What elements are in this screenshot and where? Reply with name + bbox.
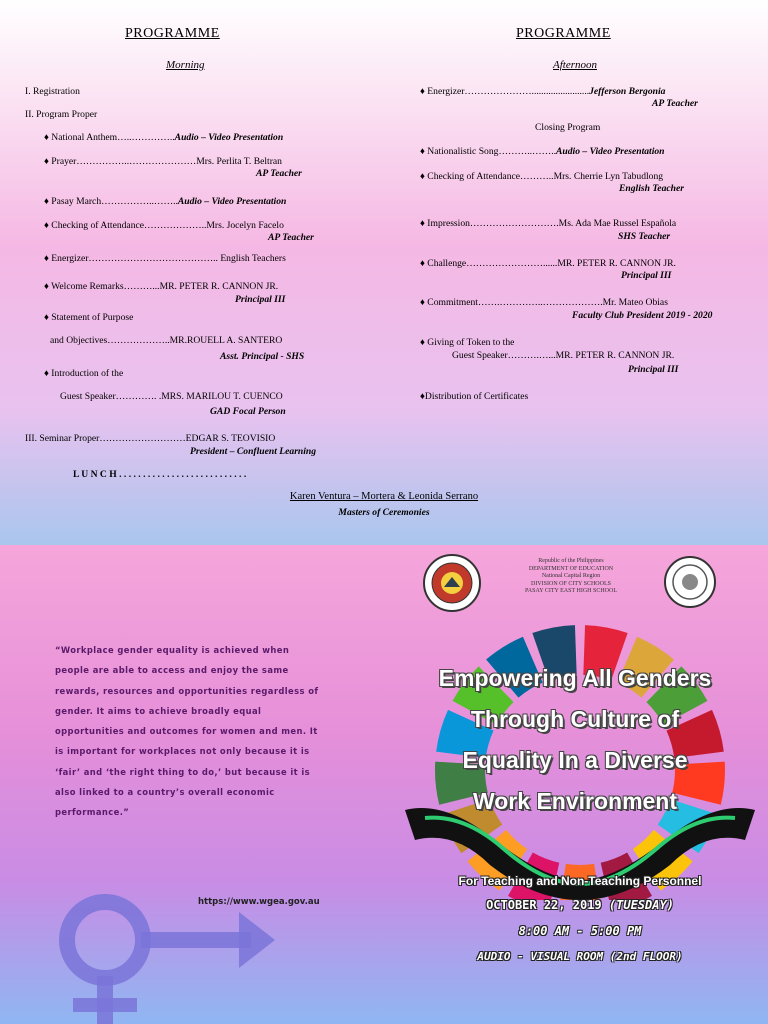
closing-program-label: Closing Program bbox=[535, 122, 601, 133]
program-line: ♦ Pasay March……………..……..Audio – Video Presentation bbox=[44, 196, 287, 207]
role-label: Faculty Club President 2019 - 2020 bbox=[572, 310, 713, 321]
program-line: ♦ Checking of Attendance………..Mrs. Cherrie Lyn Tabudlong bbox=[420, 171, 664, 182]
program-line: ♦ Nationalistic Song………..……..Audio – Video Presentation bbox=[420, 146, 665, 157]
role-label: AP Teacher bbox=[256, 168, 302, 179]
role-label: SHS Teacher bbox=[618, 231, 671, 242]
afternoon-heading: PROGRAMME bbox=[516, 26, 611, 41]
event-venue: AUDIO - VISUAL ROOM (2nd FLOOR) bbox=[477, 950, 683, 963]
program-line: ♦ Statement of Purpose bbox=[44, 312, 134, 323]
program-line: ♦ Giving of Token to the bbox=[420, 337, 515, 348]
program-line: ♦ Impression……………………….Ms. Ada Mae Russel Española bbox=[420, 218, 677, 229]
quote-source: https://www.wgea.gov.au bbox=[198, 897, 320, 907]
role-label: AP Teacher bbox=[652, 98, 698, 109]
role-label: Principal III bbox=[235, 294, 286, 305]
program-line: ♦ Challenge……………………......MR. PETER R. CANNON JR. bbox=[420, 258, 676, 269]
program-line: I. Registration bbox=[25, 86, 80, 97]
emcees-role: Masters of Ceremonies bbox=[338, 507, 430, 518]
role-label: Asst. Principal - SHS bbox=[220, 351, 305, 362]
role-label: AP Teacher bbox=[268, 232, 314, 243]
role-label: English Teacher bbox=[619, 183, 684, 194]
program-line: ♦Distribution of Certificates bbox=[420, 391, 529, 402]
gender-symbol-icon bbox=[25, 880, 285, 1024]
program-line: ♦ Welcome Remarks………...MR. PETER R. CANNON JR. bbox=[44, 281, 279, 292]
program-line: Guest Speaker…………. .MRS. MARILOU T. CUENCO bbox=[60, 391, 283, 402]
program-line: and Objectives………………..MR.ROUELL A. SANTERO bbox=[50, 335, 283, 346]
program-line: II. Program Proper bbox=[25, 109, 98, 120]
morning-heading: PROGRAMME bbox=[125, 26, 220, 41]
role-label: GAD Focal Person bbox=[210, 406, 286, 417]
school-seal-icon bbox=[663, 553, 717, 611]
role-label: President – Confluent Learning bbox=[190, 446, 317, 457]
lunch-line: L U N C H . . . . . . . . . . . . . . . . . . . . . . . . . . . bbox=[73, 469, 247, 480]
program-line: ♦ Commitment…….…………..……………….Mr. Mateo Obias bbox=[420, 297, 668, 308]
event-date: OCTOBER 22, 2019 (TUESDAY) bbox=[486, 898, 674, 912]
program-line: ♦ Prayer……………..…………………Mrs. Perlita T. Beltran bbox=[44, 156, 282, 167]
program-line: ♦ Introduction of the bbox=[44, 368, 124, 379]
emcees-names: Karen Ventura – Mortera & Leonida Serrano bbox=[289, 491, 479, 502]
program-line: III. Seminar Proper………………………EDGAR S. TEOVISIO bbox=[25, 433, 276, 444]
role-label: Principal III bbox=[628, 364, 679, 375]
event-time: 8:00 AM - 5:00 PM bbox=[518, 924, 642, 938]
role-label: Principal III bbox=[621, 270, 672, 281]
deped-seal-icon bbox=[422, 553, 482, 613]
event-title: Empowering All Genders Through Culture of Equality In a Diverse Work Environment bbox=[438, 665, 712, 814]
gender-equality-quote: “Workplace gender equality is achieved when people are able to access and enjoy the same rewards, resources and opportunities regardless of gender. It aims to achieve broadly equal opportunities and outcomes for women and men. It is important for workplaces not only because it is ‘fair’ and ‘the right thing to do,’ but because it is also linked to a country’s overall economic performance.” bbox=[55, 645, 319, 818]
event-audience: For Teaching and Non-Teaching Personnel bbox=[458, 874, 702, 888]
afternoon-session-label: Afternoon bbox=[553, 59, 597, 71]
agency-header: Republic of the Philippines DEPARTMENT OF EDUCATION National Capital Region DIVISION OF CITY SCHOOLS PASAY CITY EAST HIGH SCHOOL bbox=[524, 558, 617, 594]
program-line: ♦ National Anthem…..…………..Audio – Video Presentation bbox=[44, 132, 284, 143]
morning-session-label: Morning bbox=[166, 59, 205, 71]
program-line: ♦ Checking of Attendance………………..Mrs. Jocelyn Facelo bbox=[44, 220, 284, 231]
program-line: ♦ Energizer………………………………….. English Teachers bbox=[44, 253, 286, 264]
program-line: ♦ Energizer…………………........................Jefferson Bergonia bbox=[420, 86, 666, 97]
program-line: Guest Speaker……….…...MR. PETER R. CANNON JR. bbox=[452, 350, 675, 361]
